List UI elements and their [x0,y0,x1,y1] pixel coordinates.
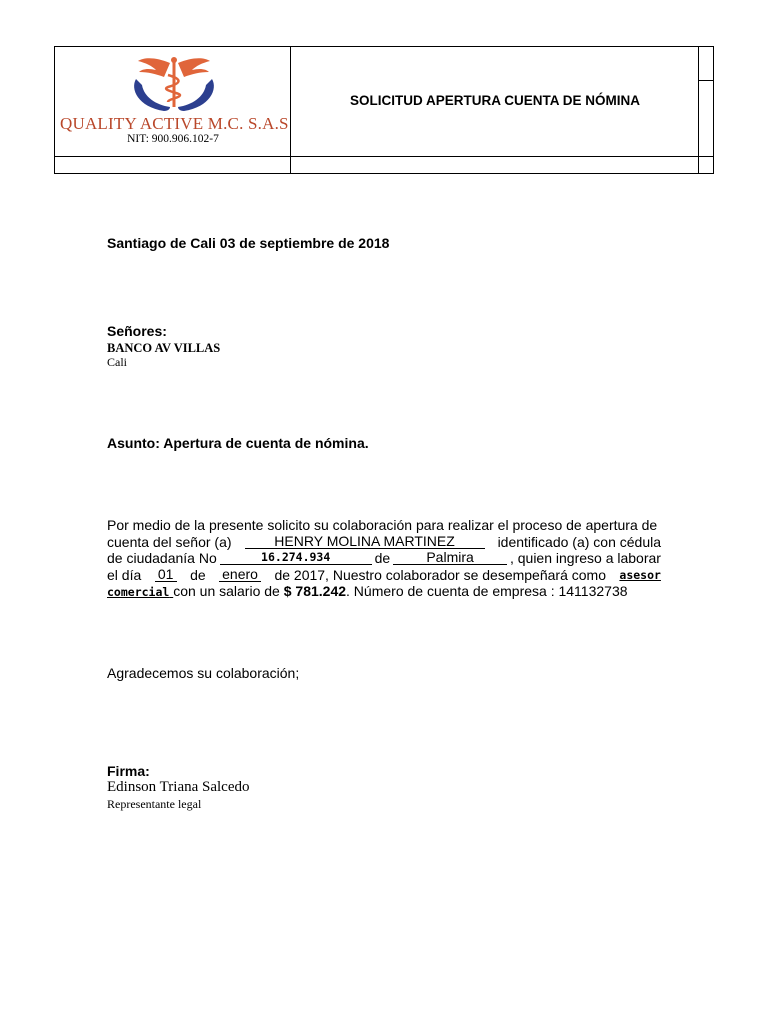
position-field-part2: comercial [107,585,170,599]
body-line-3-prefix: de ciudadanía No [107,550,217,566]
body-line-2-suffix: identificado (a) con cédula [497,533,661,550]
start-day-field: 01 [155,567,177,582]
start-month-field: enero [219,567,261,582]
recipient-city: Cali [107,355,127,369]
salary-amount: $ 781.242 [283,583,347,599]
body-line-4-prefix: el día [107,566,142,583]
body-line-5-prefix: con un salario de [173,583,280,599]
signer-name: Edinson Triana Salcedo [107,779,250,795]
body-line-3-de: de [374,550,391,566]
employee-name-field: HENRY MOLINA MARTINEZ [245,534,485,549]
body-line-2-prefix: cuenta del señor (a) [107,533,232,550]
body-line-4 [107,567,661,584]
body-line-2 [107,534,661,551]
caduceus-hands-icon [60,55,286,117]
signer-role: Representante legal [107,797,202,811]
body-line-5 [107,583,661,600]
body-line-5-suffix: . Número de cuenta de empresa : 141132738 [346,583,628,599]
signature-label: Firma: [107,763,150,779]
salutation: Señores: [107,323,167,339]
body-line-1: Por medio de la presente solicito su colaboración para realizar el proceso de apertura de [107,517,658,533]
position-field-part1: asesor [619,567,661,582]
company-logo [60,55,289,155]
company-name: QUALITY ACTIVE M.C. S.A.S [60,114,289,133]
body-line-3-suffix: , quien ingreso a laborar [509,550,661,566]
id-city-field: Palmira [393,550,507,565]
closing-text: Agradecemos su colaboración; [107,665,300,681]
body-paragraph [107,517,661,600]
document-title: SOLICITUD APERTURA CUENTA DE NÓMINA [350,93,640,108]
body-line-4-middle: de 2017, Nuestro colaborador se desempeñará como [274,566,606,583]
subject-line: Asunto: Apertura de cuenta de nómina. [107,435,369,451]
bank-name: BANCO AV VILLAS [107,341,221,355]
id-number-field: 16.274.934 [220,550,372,565]
company-nit: NIT: 900.906.102-7 [127,133,219,145]
body-line-3 [107,550,661,567]
date-line: Santiago de Cali 03 de septiembre de 2018 [107,235,390,251]
body-line-4-de: de [190,566,206,583]
